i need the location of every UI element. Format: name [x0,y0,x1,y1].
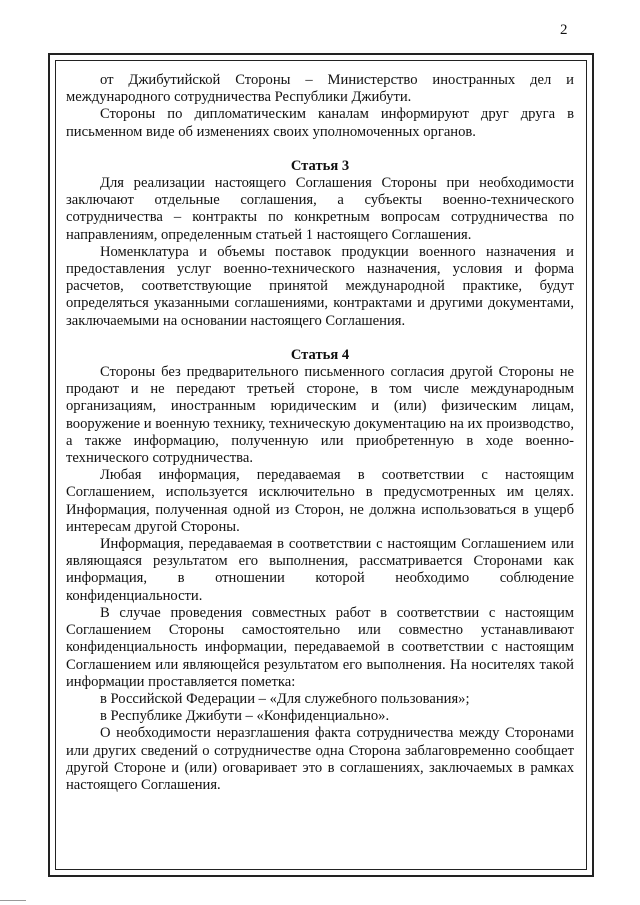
article-3-paragraph-1: Для реализации настоящего Соглашения Стороны при необходимости заключают отдельные соглашения, а субъекты военно-технического сотрудничества – контракты по конкретным вопросам сотрудничества по направлениям, определенным статьей 1 настоящего Соглашения. [66,175,574,243]
article-4-paragraph-1: Стороны без предварительного письменного согласия другой Стороны не продают и не передают третьей стороне, в том числе международным организациям, иностранным юридическим и (или) физическим лицам, вооружение и военную технику, техническую документацию на их производство, а также информацию, полученную или приобретенную в ходе военно-технического сотрудничества. [66,364,574,467]
intro-paragraph-2: Стороны по дипломатическим каналам информируют друг друга в письменном виде об изменениях своих уполномоченных органов. [66,106,574,140]
article-3-heading: Статья 3 [290,157,350,174]
article-4-heading: Статья 4 [290,346,350,363]
article-4-paragraph-4: В случае проведения совместных работ в соответствии с настоящим Соглашением Стороны самостоятельно или совместно устанавливают конфиденциальность информации, передаваемой в соответствии с настоящим Соглашением или являющейся результатом его выполнения. На носителях такой информации проставляется пометка: [66,604,574,690]
document-body [66,72,574,794]
article-4-marking-djibouti: в Республике Джибути – «Конфиденциально». [100,708,390,725]
scan-edge-mark [0,900,26,901]
article-4-paragraph-2: Любая информация, передаваемая в соответствии с настоящим Соглашением, используется исключительно в предусмотренных им целях. Информация, полученная одной из Сторон, не должна использоваться в ущерб интересам другой Стороны. [66,467,574,535]
article-4-marking-russia: в Российской Федерации – «Для служебного пользования»; [100,690,470,707]
article-3-paragraph-2: Номенклатура и объемы поставок продукции военного назначения и предоставления услуг военно-технического назначения, условия и форма расчетов, соответствующие принятой международной практике, будут определяться указанными соглашениями, контрактами и другими документами, заключаемыми на основании настоящего Соглашения. [66,243,574,329]
intro-paragraph-1: от Джибутийской Стороны – Министерство иностранных дел и международного сотрудничества Республики Джибути. [66,72,574,106]
page-number: 2 [560,22,568,38]
article-4-paragraph-5: О необходимости неразглашения факта сотрудничества между Сторонами или других сведений о сотрудничестве одна Сторона заблаговременно сообщает другой Стороне и (или) оговаривает это в соглашениях, заключаемых в рамках настоящего Соглашения. [66,725,574,793]
article-4-paragraph-3: Информация, передаваемая в соответствии с настоящим Соглашением или являющаяся результатом его выполнения, рассматривается Сторонами как информация, в отношении которой необходимо соблюдение конфиденциальности. [66,536,574,604]
